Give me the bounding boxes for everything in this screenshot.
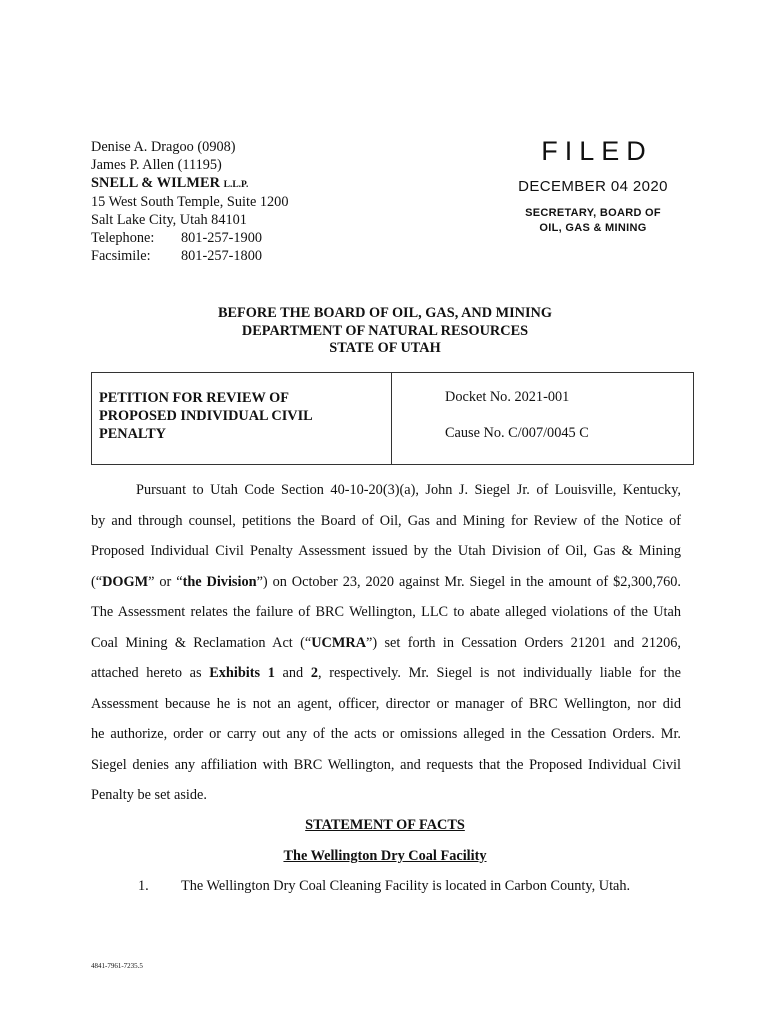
law-firm <box>91 175 288 195</box>
filed-by-line-2: OIL, GAS & MINING <box>539 222 647 234</box>
law-firm-suffix: L.L.P. <box>223 179 249 190</box>
case-caption-box <box>91 372 694 465</box>
filed-by <box>505 206 681 236</box>
docket-number: Docket No. 2021-001 <box>445 389 570 405</box>
facility-subheading: The Wellington Dry Coal Facility <box>283 848 487 864</box>
facsimile-number: 801-257-1800 <box>181 247 263 264</box>
exhibit-2-ref: 2 <box>310 665 319 681</box>
facsimile-line <box>91 248 288 266</box>
body-text: Coal Mining & Reclamation Act (“ <box>91 634 312 651</box>
case-title <box>99 389 313 443</box>
law-firm-name: SNELL & WILMER <box>91 174 221 191</box>
facsimile-label: Facsimile: <box>91 247 151 264</box>
body-line: Penalty be set aside. <box>91 787 207 803</box>
case-numbers <box>445 388 589 442</box>
body-line <box>91 567 681 598</box>
caption-line-2: DEPARTMENT OF NATURAL RESOURCES <box>241 322 529 339</box>
exhibit-1-ref: Exhibits 1 <box>209 665 275 681</box>
numbered-paragraph <box>138 878 630 895</box>
ucmra-term: UCMRA <box>311 634 367 651</box>
filed-stamp <box>505 134 681 236</box>
division-term: the Division <box>182 573 257 590</box>
document-id-footer: 4841-7961-7235.5 <box>91 962 143 970</box>
telephone-number: 801-257-1900 <box>181 229 263 246</box>
body-line: Siegel denies any affiliation with BRC Wellington, and requests that the Proposed Individual Civil <box>91 756 681 773</box>
caption-line-3: STATE OF UTAH <box>329 340 441 356</box>
body-line <box>91 658 681 689</box>
case-title-line-2: PROPOSED INDIVIDUAL CIVIL <box>99 408 313 424</box>
paragraph-text: The Wellington Dry Coal Cleaning Facility is located in Carbon County, Utah. <box>181 878 631 894</box>
filed-date: DECEMBER 04 2020 <box>518 178 668 195</box>
attorney-name-1: Denise A. Dragoo (0908) <box>91 139 236 155</box>
body-text: ”) on October 23, 2020 against Mr. Siegel in the amount of $2,300,760. <box>256 573 682 590</box>
case-box-divider <box>391 373 392 464</box>
address-line-1: 15 West South Temple, Suite 1200 <box>91 194 289 211</box>
dogm-term: DOGM <box>102 573 149 590</box>
body-line: Proposed Individual Civil Penalty Assessment issued by the Utah Division of Oil, Gas & Mining <box>91 543 681 559</box>
body-line: Assessment because he is not an agent, officer, director or manager of BRC Wellington, nor did <box>91 695 681 712</box>
body-line: The Assessment relates the failure of BRC Wellington, LLC to abate alleged violations of the Utah <box>91 604 681 620</box>
caption-line-1: BEFORE THE BOARD OF OIL, GAS, AND MINING <box>217 305 553 321</box>
court-caption <box>0 305 770 358</box>
statement-of-facts-heading: STATEMENT OF FACTS <box>305 817 465 833</box>
telephone-label: Telephone: <box>91 229 155 246</box>
petition-body <box>91 475 681 811</box>
body-text: ”) set forth in Cessation Orders 21201 and 21206, <box>366 634 681 651</box>
body-text: (“ <box>91 573 103 590</box>
address-line-2: Salt Lake City, Utah 84101 <box>91 212 247 229</box>
body-line: by and through counsel, petitions the Board of Oil, Gas and Mining for Review of the Notice of <box>91 512 681 529</box>
body-line <box>91 628 681 659</box>
attorney-block <box>91 139 288 266</box>
cause-number: Cause No. C/007/0045 C <box>445 425 589 441</box>
telephone-line <box>91 230 288 248</box>
body-text: and <box>274 665 311 681</box>
body-line: he authorize, order or carry out any of the acts or omissions alleged in the Cessation Orders. Mr. <box>91 726 681 742</box>
body-text: attached hereto as <box>91 665 210 681</box>
filed-by-line-1: SECRETARY, BOARD OF <box>525 207 661 219</box>
paragraph-number: 1. <box>138 878 149 894</box>
attorney-name-2: James P. Allen (11195) <box>91 156 222 173</box>
body-text: ” or “ <box>148 573 183 590</box>
filed-label: FILED <box>541 136 653 166</box>
body-text: , respectively. Mr. Siegel is not individually liable for the <box>318 665 682 681</box>
case-title-line-3: PENALTY <box>99 426 167 442</box>
case-title-line-1: PETITION FOR REVIEW OF <box>99 390 289 406</box>
body-line: Pursuant to Utah Code Section 40-10-20(3)(a), John J. Siegel Jr. of Louisville, Kentucky, <box>136 482 681 498</box>
